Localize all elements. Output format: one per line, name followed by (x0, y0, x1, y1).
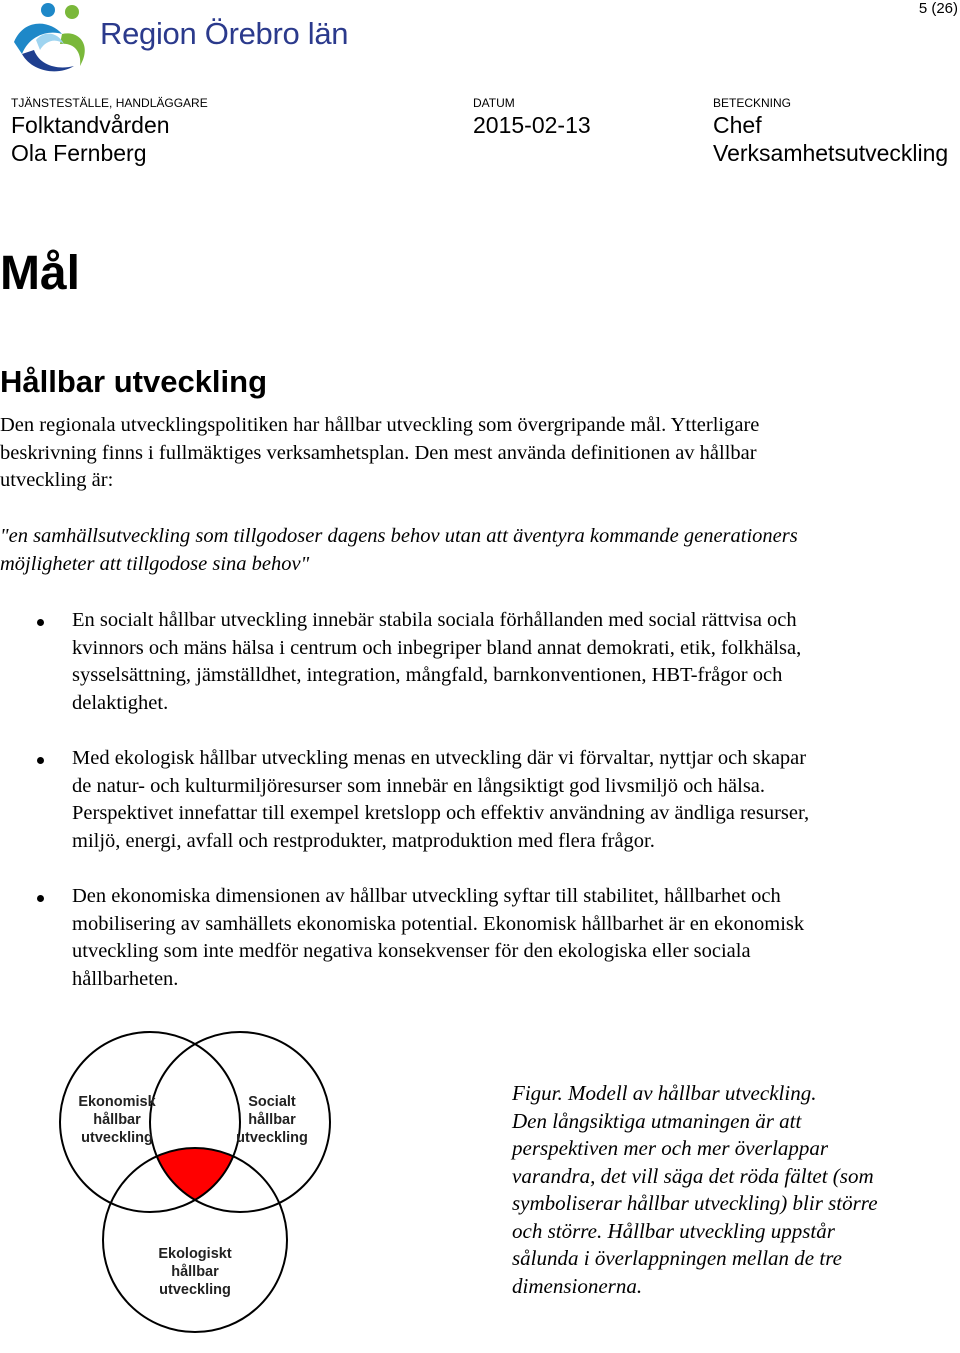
designation-value-1: Chef (713, 112, 762, 138)
date-value: 2015-02-13 (473, 112, 591, 138)
bullet-line: Den ekonomiska dimensionen av hållbar utveckling syftar till stabilitet, hållbarhet och (72, 885, 781, 907)
venn-diagram (55, 1022, 335, 1348)
bullet-line: de natur- och kulturmiljöresurser som innebär en långsiktigt god livsmiljö och hälsa. (72, 774, 766, 797)
caption-line: sålunda i överlappningen mellan de tre (512, 1246, 842, 1270)
economic-label: Ekonomisk (78, 1094, 156, 1110)
figure-caption (512, 1080, 952, 1300)
unit-value-2: Ola Fernberg (11, 140, 147, 166)
unit-label: TJÄNSTESTÄLLE, HANDLÄGGARE (11, 96, 208, 110)
bullet-line: delaktighet. (72, 691, 169, 714)
bullet-line: En socialt hållbar utveckling innebär stabila sociala förhållanden med social rättvisa och (72, 609, 797, 631)
intro-line: Den regionala utvecklingspolitiken har hållbar utveckling som övergripande mål. Ytterligare (0, 414, 760, 436)
caption-line: Den långsiktiga utmaningen är att (512, 1108, 802, 1133)
bullet-line: hållbarheten. (72, 967, 179, 990)
intro-line: utveckling är: (0, 469, 114, 491)
page-title: Mål (0, 247, 81, 300)
intro-line: beskrivning finns i fullmäktiges verksamhetsplan. Den mest använda definitionen av hållbar (0, 441, 757, 464)
caption-line: symboliserar hållbar utveckling) blir större (512, 1191, 878, 1215)
bullet-ecological (0, 745, 950, 855)
designation-label: BETECKNING (713, 96, 792, 110)
social-label: hållbar (248, 1112, 296, 1128)
bullet-line: sysselsättning, jämställdhet, integration, mångfald, barnkonventionen, HBT-frågor och (72, 664, 783, 686)
intro-paragraph (0, 412, 950, 495)
ecological-label: utveckling (159, 1282, 231, 1298)
bullet-line: utveckling som inte medför negativa konsekvenser för den ekologiska eller sociala (72, 940, 751, 962)
ecological-label: hållbar (171, 1264, 219, 1280)
bullet-social (0, 607, 950, 717)
economic-label: utveckling (81, 1130, 153, 1146)
bullet-icon (37, 757, 44, 764)
social-label: Socialt (248, 1094, 296, 1110)
page-number: 5 (26) (918, 0, 958, 17)
bullet-icon (37, 619, 44, 626)
section-heading: Hållbar utveckling (0, 364, 268, 399)
caption-line: och större. Hållbar utveckling uppstår (512, 1218, 835, 1243)
ecological-label: Ekologiskt (158, 1246, 232, 1262)
unit-value-1: Folktandvården (11, 112, 170, 138)
bullet-economic (0, 883, 950, 993)
bullet-line: Med ekologisk hållbar utveckling menas en utveckling där vi förvaltar, nyttjar och skapar (72, 747, 807, 769)
caption-line: perspektiven mer och mer överlappar (512, 1136, 829, 1160)
designation-value-2: Verksamhetsutveckling (713, 140, 949, 166)
social-label: utveckling (236, 1130, 308, 1146)
caption-line: dimensionerna. (512, 1273, 643, 1298)
bullet-line: mobilisering av samhällets ekonomiska potential. Ekonomisk hållbarhet är en ekonomisk (72, 912, 805, 935)
caption-line: Figur. Modell av hållbar utveckling. (512, 1081, 817, 1105)
quote-line: "en samhällsutveckling som tillgodoser dagens behov utan att äventyra kommande generationers (0, 525, 798, 547)
bullet-icon (37, 895, 44, 902)
bullet-line: kvinnors och mäns hälsa i centrum och inbegriper bland annat demokrati, etik, folkhälsa, (72, 636, 802, 659)
org-name: Region Örebro län (100, 16, 349, 51)
quote-line: möjligheter att tillgodose sina behov" (0, 552, 310, 575)
caption-line: varandra, det vill säga det röda fältet (som (512, 1163, 874, 1188)
economic-label: hållbar (93, 1112, 141, 1128)
bullet-list (0, 607, 950, 1021)
definition-quote (0, 523, 950, 578)
date-label: DATUM (473, 96, 515, 110)
logo-mark-icon (10, 0, 105, 80)
bullet-line: Perspektivet innefattar till exempel kretslopp och effektiv användning av ändliga resurser, (72, 802, 810, 824)
bullet-line: miljö, energi, avfall och restprodukter, matproduktion med flera frågor. (72, 829, 655, 852)
